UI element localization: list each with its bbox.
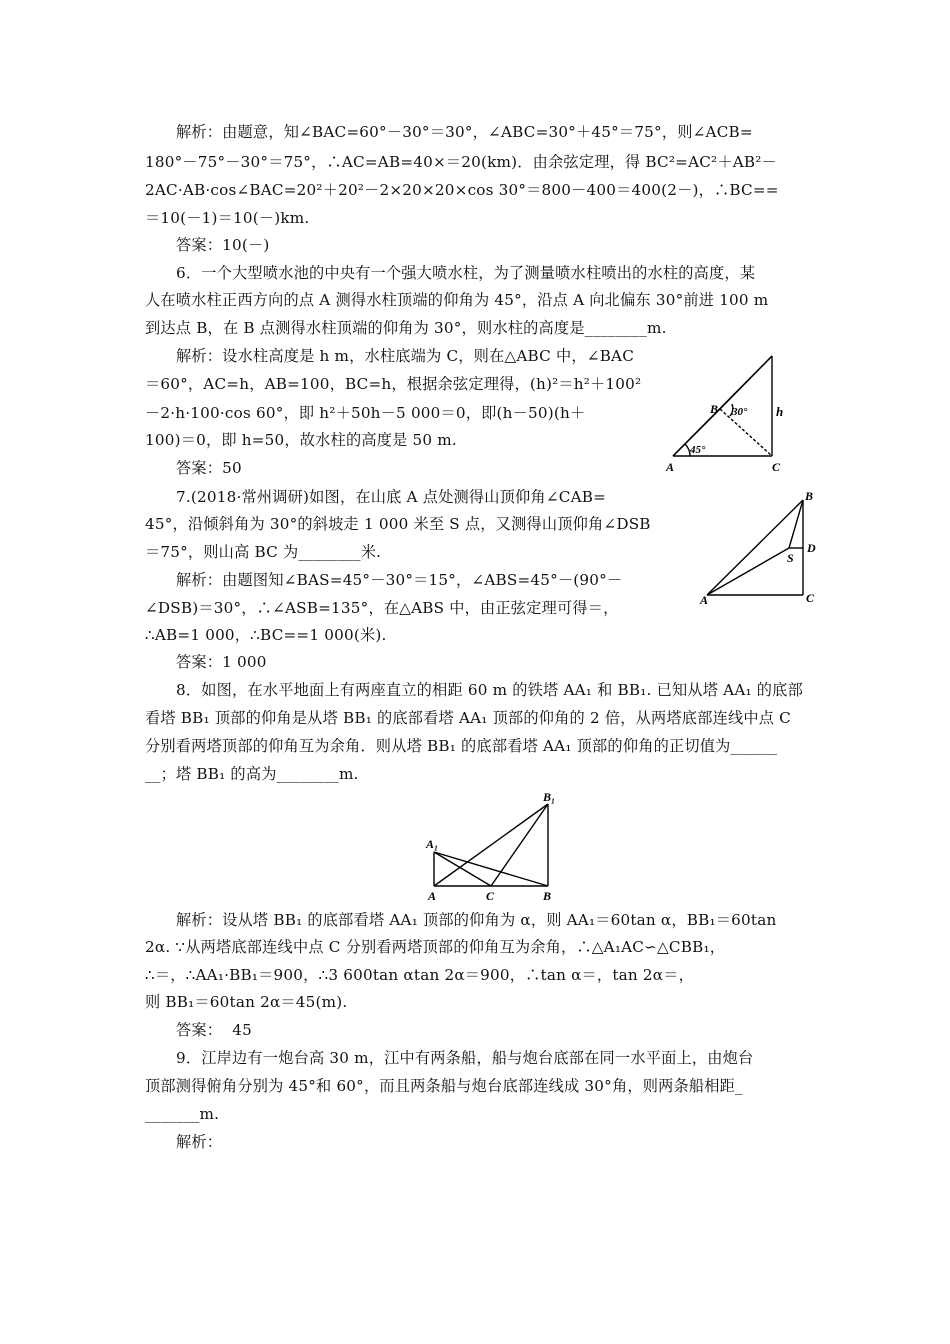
fig6-label-A: A <box>666 460 675 474</box>
problem-7-line-2: 45°，沿倾斜角为 30°的斜坡走 1 000 米至 S 点，又测得山顶仰角∠DSB <box>145 515 651 533</box>
solution-6-line-3: －2·h·100·cos 60°，即 h²＋50h－5 000＝0，即(h－50)(h＋ <box>145 404 586 422</box>
fig6-label-30: 30° <box>732 406 748 418</box>
problem-8-line-1: 8．如图，在水平地面上有两座直立的相距 60 m 的铁塔 AA₁ 和 BB₁. 已知从塔 AA₁ 的底部 <box>176 681 803 699</box>
fig7-label-C: C <box>806 591 815 605</box>
fig7-label-B: B <box>805 489 814 503</box>
fig7-label-S: S <box>787 551 794 565</box>
solution-5-line-3: 2AC·AB·cos∠BAC=20²＋20²－2×20×20×cos 30°＝800－400＝400(2－)，∴BC== <box>145 181 779 199</box>
problem-8-line-2: 看塔 BB₁ 顶部的仰角是从塔 BB₁ 的底部看塔 AA₁ 顶部的仰角的 2 倍，从两塔底部连线中点 C <box>145 709 791 727</box>
fig7-label-A: A <box>700 593 709 607</box>
figure-8-diagram <box>424 790 569 905</box>
fig6-label-45: 45° <box>690 444 706 456</box>
solution-8-line-1: 解析：设从塔 BB₁ 的底部看塔 AA₁ 顶部的仰角为 α，则 AA₁＝60tan α，BB₁＝60tan <box>176 911 777 929</box>
answer-7: 答案：1 000 <box>176 653 267 671</box>
problem-9-line-1: 9．江岸边有一炮台高 30 m，江中有两条船，船与炮台底部在同一水平面上，由炮台 <box>176 1049 754 1067</box>
solution-6-line-4: 100)＝0，即 h=50，故水柱的高度是 50 m. <box>145 431 457 449</box>
problem-7-line-3: ＝75°，则山高 BC 为________米. <box>145 543 382 561</box>
solution-5-line-2: 180°－75°－30°＝75°，∴AC=AB=40×＝20(km)．由余弦定理，得 BC²=AC²＋AB²－ <box>145 153 777 171</box>
solution-8-line-3: ∴＝，∴AA₁·BB₁＝900，∴3 600tan αtan 2α＝900，∴tan α＝，tan 2α＝， <box>145 966 694 984</box>
fig8-line-A1-C <box>434 852 491 886</box>
problem-9-line-2: 顶部测得俯角分别为 45°和 60°，而且两条船与炮台底部连线成 30°角，则两条船相距_ <box>145 1077 743 1095</box>
solution-8-line-2: 2α. ∵从两塔底部连线中点 C 分别看两塔顶部的仰角互为余角，∴△A₁AC∽△CBB₁， <box>145 938 726 956</box>
answer-5: 答案：10(－) <box>176 236 270 254</box>
fig8-line-A1-B <box>434 852 548 886</box>
problem-6-line-3: 到达点 B，在 B 点测得水柱顶端的仰角为 30°，则水柱的高度是________m. <box>145 319 667 337</box>
solution-6-line-1: 解析：设水柱高度是 h m，水柱底端为 C，则在△ABC 中，∠BAC <box>176 347 635 365</box>
fig8-label-A: A <box>428 889 437 903</box>
problem-6-line-1: 6．一个大型喷水池的中央有一个强大喷水柱，为了测量喷水柱喷出的水柱的高度，某 <box>176 264 756 282</box>
fig8-line-A-B1 <box>434 804 548 886</box>
fig6-label-B: B <box>710 402 719 416</box>
problem-8-line-4: __；塔 BB₁ 的高为________m. <box>145 765 359 783</box>
fig6-label-C: C <box>772 460 781 474</box>
fig8-line-C-B1 <box>491 804 548 886</box>
problem-7-line-1: 7.(2018·常州调研)如图，在山底 A 点处测得山顶仰角∠CAB= <box>176 488 607 506</box>
solution-6-line-2: ＝60°，AC=h，AB=100，BC=h，根据余弦定理得，(h)²＝h²＋100² <box>145 375 642 393</box>
solution-7-line-2: ∠DSB)＝30°，∴∠ASB=135°，在△ABS 中，由正弦定理可得＝， <box>145 599 619 617</box>
fig6-label-h: h <box>776 404 784 419</box>
problem-6-line-2: 人在喷水柱正西方向的点 A 测得水柱顶端的仰角为 45°，沿点 A 向北偏东 30°前进 100 m <box>145 291 769 309</box>
fig6-line-B-top <box>720 356 772 409</box>
solution-9-label: 解析： <box>176 1133 223 1151</box>
solution-5-line-4: ＝10(－1)＝10(－)km. <box>145 209 310 227</box>
answer-8: 答案： 45 <box>176 1021 252 1039</box>
problem-8-line-3: 分别看两塔顶部的仰角互为余角．则从塔 BB₁ 的底部看塔 AA₁ 顶部的仰角的正切值为______ <box>145 737 778 755</box>
fig7-label-D: D <box>807 541 816 555</box>
answer-6: 答案：50 <box>176 459 242 477</box>
problem-9-line-3: _______m. <box>145 1105 220 1123</box>
solution-5-line-1: 解析：由题意，知∠BAC=60°－30°＝30°，∠ABC=30°＋45°＝75°，则∠ACB= <box>176 123 753 141</box>
figure-6-diagram <box>660 352 800 477</box>
figure-7-diagram <box>697 488 827 606</box>
fig8-label-B1: B₁ <box>543 790 556 804</box>
solution-7-line-3: ∴AB=1 000，∴BC==1 000(米). <box>145 626 387 644</box>
fig8-label-B: B <box>543 889 552 903</box>
solution-8-line-4: 则 BB₁＝60tan 2α＝45(m). <box>145 993 348 1011</box>
fig8-label-A1: A₁ <box>426 837 439 851</box>
fig8-label-C: C <box>486 889 495 903</box>
solution-7-line-1: 解析：由题图知∠BAS=45°－30°＝15°，∠ABS=45°－(90°－ <box>176 571 623 589</box>
